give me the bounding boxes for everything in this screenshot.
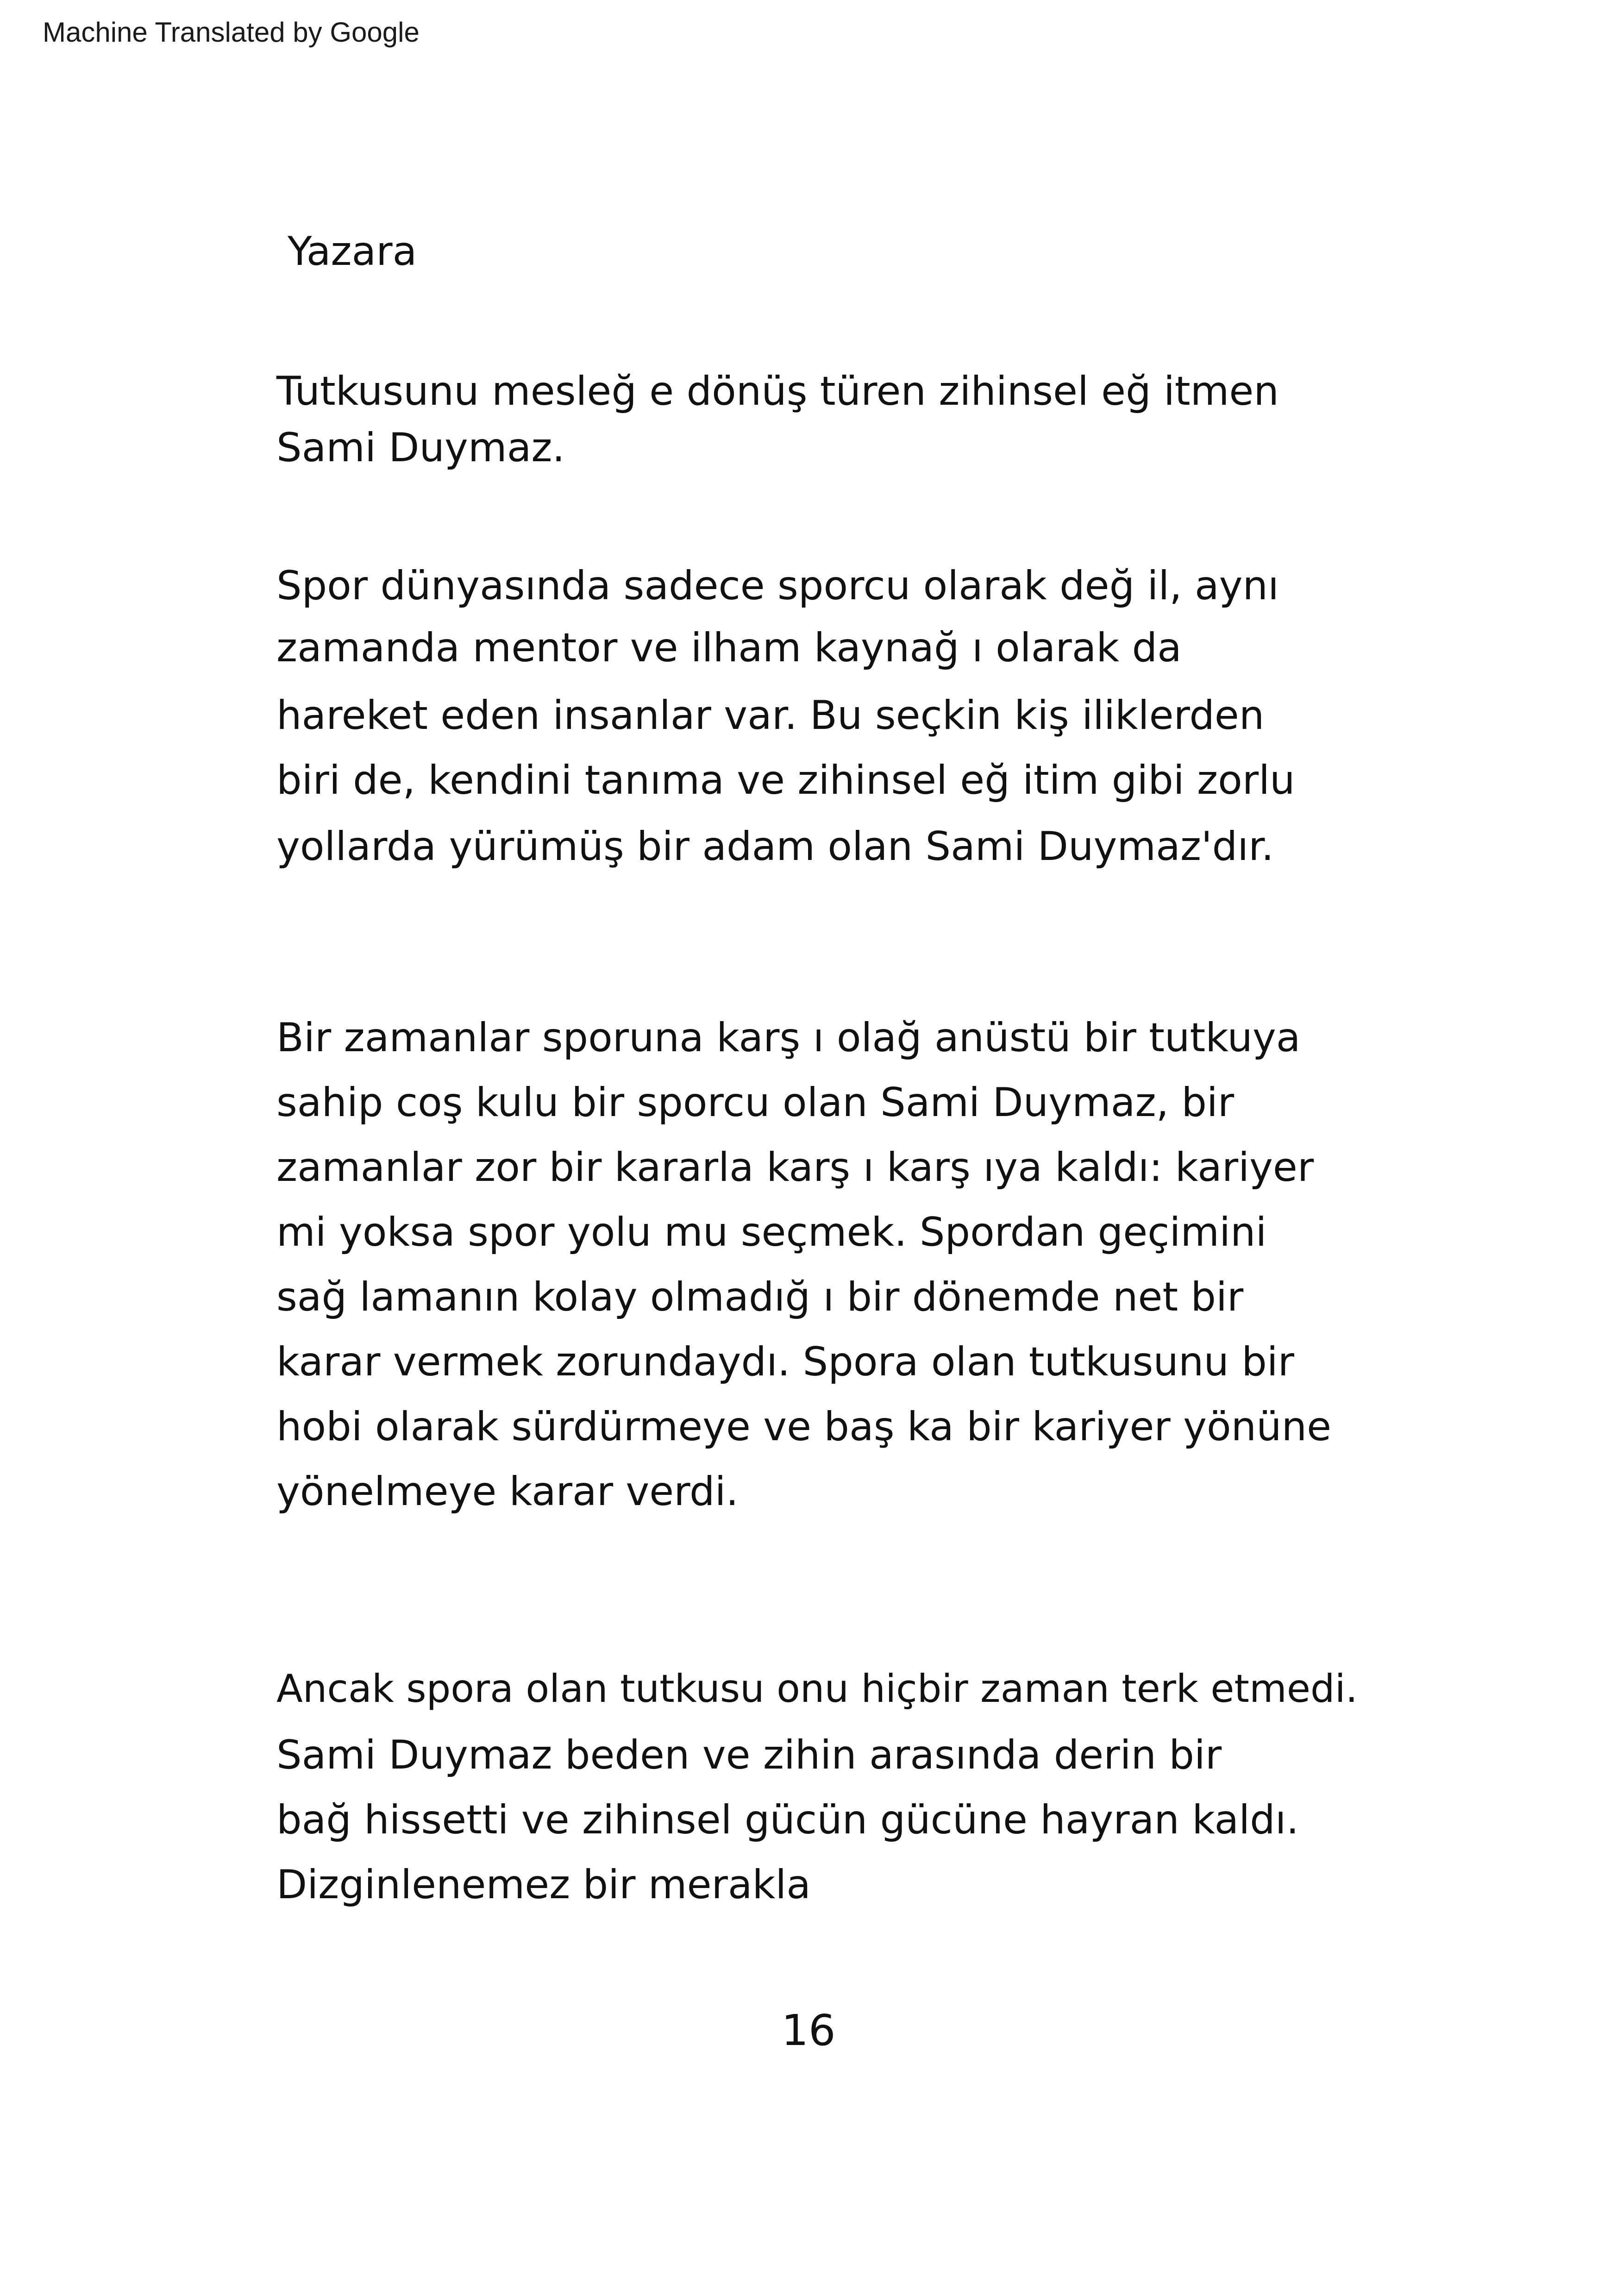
text-line: hareket eden insanlar var. Bu seçkin kiş iliklerden [276, 692, 1265, 739]
text-line: Ancak spora olan tutkusu onu hiçbir zaman terk etmedi. [276, 1666, 1358, 1711]
text-line: Spor dünyasında sadece sporcu olarak değ il, aynı [276, 563, 1279, 609]
text-line: Sami Duymaz beden ve zihin arasında derin bir [276, 1732, 1222, 1778]
text-line: biri de, kendini tanıma ve zihinsel eğ itim gibi zorlu [276, 757, 1295, 803]
text-line: yollarda yürümüş bir adam olan Sami Duymaz'dır. [276, 823, 1274, 870]
text-line: zamanlar zor bir kararla karş ı karş ıya kaldı: kariyer [276, 1144, 1314, 1191]
page-number: 16 [781, 2006, 836, 2055]
machine-translation-banner: Machine Translated by Google [43, 17, 420, 48]
text-line: sağ lamanın kolay olmadığ ı bir dönemde net bir [276, 1274, 1244, 1320]
text-line: sahip coş kulu bir sporcu olan Sami Duymaz, bir [276, 1079, 1235, 1126]
section-heading: Yazara [288, 228, 417, 275]
text-line: Sami Duymaz. [276, 425, 565, 471]
text-line: Bir zamanlar sporuna karş ı olağ anüstü bir tutkuya [276, 1015, 1301, 1061]
text-line: Dizginlenemez bir merakla [276, 1862, 811, 1908]
text-line: yönelmeye karar verdi. [276, 1468, 739, 1515]
text-line: mi yoksa spor yolu mu seçmek. Spordan geçimini [276, 1209, 1267, 1255]
text-line: bağ hissetti ve zihinsel gücün gücüne hayran kaldı. [276, 1797, 1299, 1843]
text-line: karar vermek zorundaydı. Spora olan tutkusunu bir [276, 1339, 1295, 1385]
text-line: hobi olarak sürdürmeye ve baş ka bir kariyer yönüne [276, 1404, 1332, 1450]
text-line: zamanda mentor ve ilham kaynağ ı olarak da [276, 625, 1182, 671]
text-line: Tutkusunu mesleğ e dönüş türen zihinsel eğ itmen [276, 368, 1279, 414]
